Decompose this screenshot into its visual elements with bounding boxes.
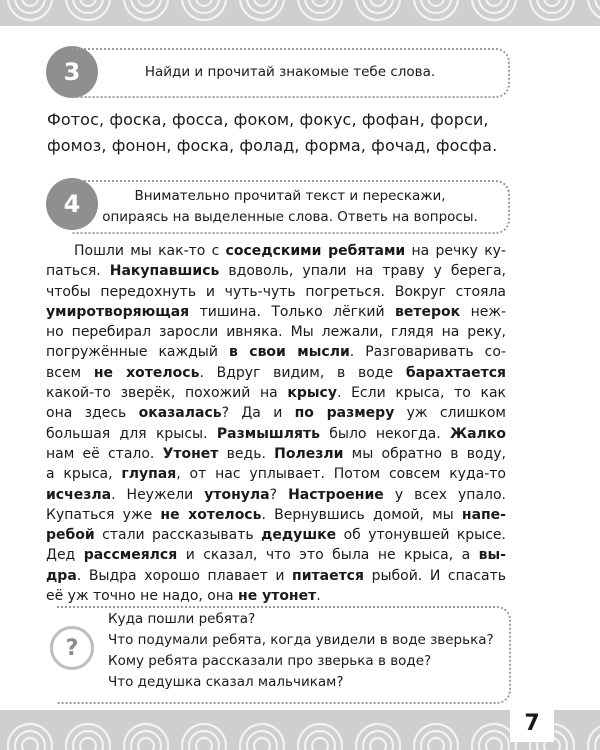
keyword: барахтается bbox=[405, 364, 506, 381]
question-item: Что дедушка сказал мальчикам? bbox=[108, 674, 344, 690]
story-text-segment: ? Да и bbox=[221, 405, 295, 422]
story-text-segment: всем bbox=[46, 364, 94, 381]
keyword: соседскими ребятами bbox=[225, 243, 406, 259]
story-text-segment: вдоволь, упали на траву у берега, bbox=[219, 263, 506, 280]
keyword: глупая bbox=[121, 466, 177, 483]
story-text-segment: . Разговаривать со- bbox=[349, 344, 506, 361]
story-text-segment: неж- bbox=[460, 303, 506, 320]
story-text-segment: но перебирал заросли ивняка. Мы лежали, глядя на реку, bbox=[46, 324, 506, 341]
story-text-segment: . Выдра хорошо плавает и bbox=[76, 567, 293, 584]
page-number: 7 bbox=[510, 704, 554, 742]
keyword: в свои мысли bbox=[228, 344, 350, 361]
keyword: питается bbox=[292, 567, 364, 584]
story-text-segment: Дед bbox=[46, 547, 84, 564]
story-text-segment: и сказал, что это была не крыса, а bbox=[177, 547, 479, 564]
story-text-segment: . Если крыса, то как bbox=[336, 385, 506, 402]
exercise-4-number-badge: 4 bbox=[46, 178, 98, 230]
story-text-segment: . Вдруг видим, в воде bbox=[199, 364, 406, 381]
keyword: ветерок bbox=[395, 303, 461, 320]
story-text-segment: рыбой. И спасать bbox=[363, 567, 507, 584]
keyword: Утонет bbox=[162, 445, 219, 462]
exercise-4-task-box bbox=[72, 180, 510, 234]
story-line bbox=[46, 525, 506, 545]
story-text-segment: нам её стало. bbox=[46, 445, 163, 462]
keyword: крысу bbox=[287, 385, 337, 402]
exercise-3-task-box bbox=[72, 48, 510, 98]
keyword: рассмеялся bbox=[83, 547, 178, 564]
story-text-segment: большая для крысы. bbox=[46, 425, 217, 442]
story-text-segment: погружённые каждый bbox=[46, 344, 229, 361]
story-line bbox=[46, 261, 506, 281]
keyword: дедушке bbox=[261, 527, 337, 544]
story-line bbox=[46, 464, 506, 484]
questions-list bbox=[108, 609, 494, 693]
question-item: Кому ребята рассказали про зверька в воде? bbox=[108, 653, 432, 669]
exercise-3-word-list bbox=[47, 107, 507, 159]
question-item: Куда пошли ребята? bbox=[108, 611, 256, 627]
keyword: Жалко bbox=[450, 425, 506, 442]
story-line bbox=[46, 322, 506, 342]
story-text-segment: стали рассказывать bbox=[94, 527, 262, 544]
keyword: Настроение bbox=[288, 486, 384, 503]
story-line bbox=[46, 383, 506, 403]
story-line bbox=[46, 545, 506, 565]
decorative-top-band bbox=[0, 0, 600, 26]
story-text-segment: . Вернувшись домой, мы bbox=[261, 506, 462, 523]
story-line bbox=[46, 566, 506, 586]
keyword: по размеру bbox=[294, 405, 395, 422]
keyword: дра bbox=[46, 567, 77, 584]
keyword: Полезли bbox=[274, 445, 344, 462]
keyword: не хотелось bbox=[93, 364, 200, 381]
keyword: вы- bbox=[478, 547, 506, 564]
story-line bbox=[46, 485, 506, 505]
story-line bbox=[46, 302, 506, 322]
keyword: Накупавшись bbox=[109, 263, 220, 280]
keyword: напе- bbox=[461, 506, 506, 523]
story-text-segment: . Неужели bbox=[111, 486, 205, 503]
story-text-segment: ? bbox=[269, 486, 289, 503]
story-text-segment: мы обратно в воду, bbox=[343, 445, 506, 462]
story-text-segment: было некогда. bbox=[319, 425, 451, 442]
keyword: ребой bbox=[46, 527, 95, 544]
keyword: Размышлять bbox=[216, 425, 320, 442]
story-text-segment: у всех упало. bbox=[383, 486, 506, 503]
exercise-3-task-text: Найди и прочитай знакомые тебе слова. bbox=[144, 64, 436, 80]
keyword: оказалась bbox=[138, 405, 222, 422]
question-item: Что подумали ребята, когда увидели в воде зверька? bbox=[108, 632, 494, 648]
keyword: не хотелось bbox=[160, 506, 262, 523]
story-text-segment: на речку ку- bbox=[405, 243, 506, 259]
story-line bbox=[46, 241, 506, 261]
story-text-segment: уж слишком bbox=[394, 405, 506, 422]
exercise-4-task-line: Внимательно прочитай текст и перескажи, bbox=[134, 188, 446, 204]
keyword: не утонет bbox=[238, 588, 317, 605]
story-text-segment: . bbox=[316, 588, 321, 605]
story-text-segment: тишина. Только лёгкий bbox=[189, 303, 396, 320]
story-text-segment: её уж точно не надо, она bbox=[46, 588, 239, 605]
exercise-3-number-badge: 3 bbox=[46, 46, 98, 98]
story-text-segment: Купаться уже bbox=[46, 506, 161, 523]
word-line: фомоз, фонон, фоска, фолад, форма, фочад, фосфа. bbox=[47, 136, 498, 155]
story-text-segment: какой-то зверёк, похожий на bbox=[46, 385, 288, 402]
story-text bbox=[46, 241, 506, 606]
story-line bbox=[46, 363, 506, 383]
story-line bbox=[46, 586, 506, 606]
story-text-segment: ведь. bbox=[218, 445, 275, 462]
story-line bbox=[46, 282, 506, 302]
keyword: утонула bbox=[204, 486, 270, 503]
story-line bbox=[46, 403, 506, 423]
story-text-segment: она здесь bbox=[46, 405, 139, 422]
word-line: Фотос, фоска, фосса, фоком, фокус, фофан, форси, bbox=[47, 110, 489, 129]
exercise-4-task-line: опираясь на выделенные слова. Ответь на вопросы. bbox=[102, 209, 478, 225]
story-text-segment: об утонувшей крысе. bbox=[336, 527, 506, 544]
story-line bbox=[46, 424, 506, 444]
story-text-segment: а крыса, bbox=[46, 466, 122, 483]
keyword: умиротворяющая bbox=[46, 303, 190, 320]
story-line bbox=[46, 342, 506, 362]
spiral-ornament-icon bbox=[0, 0, 600, 26]
story-text-segment: чтобы передохнуть и чуть-чуть погреться. Вокруг стояла bbox=[46, 283, 506, 300]
question-mark-icon: ? bbox=[50, 626, 94, 670]
story-text-segment: Пошли мы как-то с bbox=[74, 243, 226, 259]
keyword: исчезла bbox=[46, 486, 112, 503]
story-text-segment: , от нас уплывает. Потом совсем куда-то bbox=[176, 466, 506, 483]
story-line bbox=[46, 444, 506, 464]
story-line bbox=[46, 505, 506, 525]
story-text-segment: паться. bbox=[46, 263, 110, 280]
